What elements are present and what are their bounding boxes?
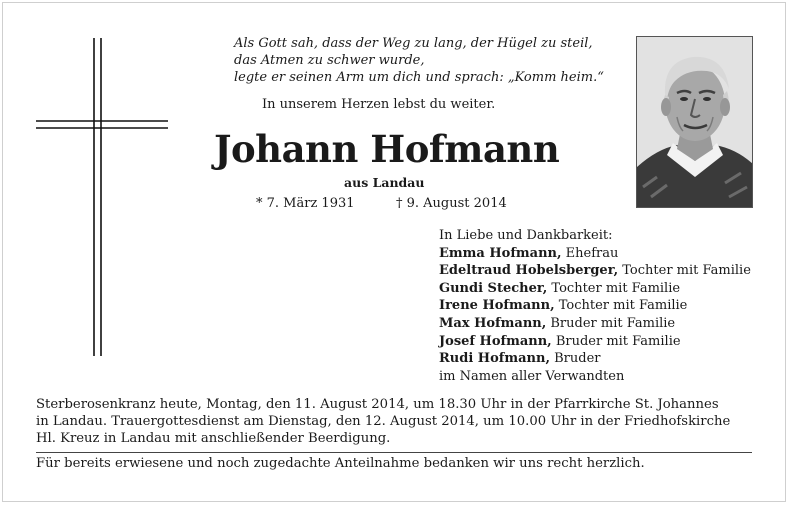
thanks-note: Für bereits erwiesene und noch zugedachte Anteilnahme bedanken wir uns recht herzlich.: [36, 456, 645, 471]
mourner-name: Emma Hofmann,: [439, 245, 562, 261]
mourner-name: Edeltraud Hobelsberger,: [439, 263, 619, 279]
mourner-row: [439, 262, 751, 280]
service-line: Hl. Kreuz in Landau mit anschließender Beerdigung.: [36, 431, 391, 446]
deceased-name: Johann Hofmann: [214, 127, 560, 171]
service-line: Sterberosenkranz heute, Montag, den 11. August 2014, um 18.30 Uhr in der Pfarrkirche St. Johannes: [36, 397, 719, 412]
mourner-row: [439, 350, 751, 368]
mourner-row: [439, 297, 751, 315]
divider: [36, 452, 752, 453]
mourner-relation: Bruder mit Familie: [546, 315, 676, 331]
birth-date: * 7. März 1931: [256, 196, 355, 211]
mourner-relation: Tochter mit Familie: [547, 280, 681, 296]
mourner-name: Rudi Hofmann,: [439, 351, 550, 367]
mourners-block: [439, 227, 751, 385]
mourner-relation: Bruder: [549, 351, 601, 367]
portrait-photo: [636, 36, 753, 208]
poem-line: legte er seinen Arm um dich und sprach: „Komm heim.“: [234, 70, 604, 85]
poem-line: Als Gott sah, dass der Weg zu lang, der Hügel zu steil,: [234, 36, 593, 51]
mourner-name: Max Hofmann,: [439, 315, 547, 331]
mourner-row: [439, 245, 751, 263]
mourner-row: [439, 280, 751, 298]
mourner-relation: Tochter mit Familie: [554, 298, 688, 314]
portrait-image: [637, 37, 753, 208]
mourner-relation: Ehefrau: [561, 245, 619, 261]
mourner-name: Irene Hofmann,: [439, 298, 555, 314]
mourner-name: Josef Hofmann,: [439, 333, 552, 349]
mourner-row: [439, 333, 751, 351]
service-line: in Landau. Trauergottesdienst am Dienstag, den 12. August 2014, um 10.00 Uhr in der Friedhofskirche: [36, 414, 731, 429]
mourner-row: [439, 315, 751, 333]
mourners-closing: im Namen aller Verwandten: [439, 368, 625, 384]
mourner-relation: Tochter mit Familie: [618, 263, 751, 279]
mourner-relation: Bruder mit Familie: [551, 333, 681, 349]
poem-line: das Atmen zu schwer wurde,: [234, 53, 425, 68]
mourners-intro: In Liebe und Dankbarkeit:: [439, 228, 613, 243]
cross-icon: [36, 38, 168, 356]
poem: [234, 35, 604, 86]
mourner-name: Gundi Stecher,: [439, 280, 548, 296]
service-info: [36, 396, 756, 447]
deceased-place: aus Landau: [344, 175, 425, 190]
death-date: † 9. August 2014: [396, 196, 507, 211]
motto: In unserem Herzen lebst du weiter.: [262, 97, 496, 112]
